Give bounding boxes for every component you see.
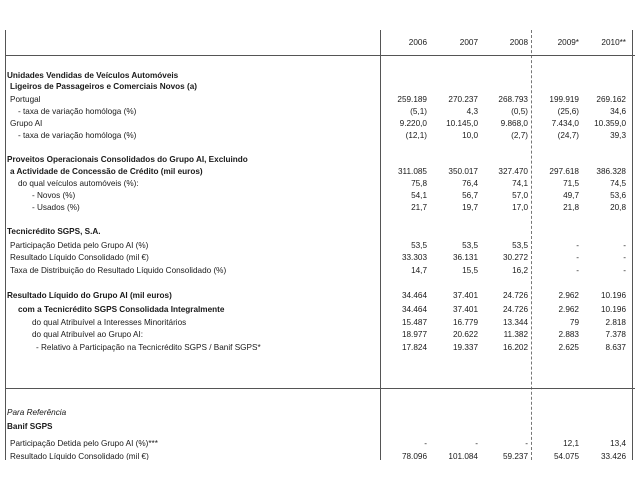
year-header: 2010**: [601, 38, 626, 47]
cell-value: 56,7: [462, 191, 478, 200]
row-label: Resultado Líquido do Grupo AI (mil euros): [7, 291, 172, 300]
table-row: [5, 81, 635, 93]
cell-value: 7.434,0: [551, 119, 579, 128]
table-row: [5, 190, 635, 202]
cell-value: 74,1: [512, 179, 528, 188]
cell-value: 14,7: [411, 266, 427, 275]
table-row: [5, 252, 635, 264]
cell-value: 49,7: [563, 191, 579, 200]
row-label: - Usados (%): [32, 203, 80, 212]
row-label: - Novos (%): [32, 191, 76, 200]
table-row: [5, 451, 635, 460]
cell-value: 74,5: [610, 179, 626, 188]
cell-value: 11.382: [503, 330, 528, 339]
cell-value: -: [525, 439, 528, 448]
cell-value: 2.962: [558, 305, 579, 314]
cell-value: -: [623, 253, 626, 262]
cell-value: 37.401: [452, 305, 478, 314]
table-row: [5, 342, 635, 354]
cell-value: 17,0: [512, 203, 528, 212]
row-label: Participação Detida pelo Grupo AI (%): [10, 241, 149, 250]
cell-value: 297.618: [549, 167, 579, 176]
cell-value: -: [576, 266, 579, 275]
cell-value: 79: [569, 318, 579, 327]
cell-value: 54.075: [553, 452, 579, 460]
cell-value: 327.470: [498, 167, 528, 176]
cell-value: 2.625: [558, 343, 579, 352]
table-row: [5, 178, 635, 190]
cell-value: 20,8: [610, 203, 626, 212]
cell-value: 2.883: [558, 330, 579, 339]
table-row: [5, 240, 635, 252]
row-label: Grupo AI: [10, 119, 43, 128]
table-row: [5, 226, 635, 238]
cell-value: 37.401: [452, 291, 478, 300]
header-row: [5, 37, 635, 49]
cell-value: 12,1: [563, 439, 579, 448]
cell-value: 259.189: [397, 95, 427, 104]
cell-value: (24,7): [557, 131, 579, 140]
table-row: [5, 94, 635, 106]
cell-value: 16,2: [512, 266, 528, 275]
row-label: do qual veículos automóveis (%):: [18, 179, 139, 188]
cell-value: 101.084: [448, 452, 478, 460]
row-label: com a Tecnicrédito SGPS Consolidada Integralmente: [18, 305, 225, 314]
row-label: Proveitos Operacionais Consolidados do Grupo AI, Excluindo: [7, 155, 248, 164]
cell-value: 34.464: [401, 291, 427, 300]
header-rule: [5, 55, 635, 56]
table-row: [5, 304, 635, 316]
cell-value: 33.426: [600, 452, 626, 460]
table-row: [5, 202, 635, 214]
cell-value: 15.487: [401, 318, 427, 327]
cell-value: 24.726: [502, 291, 528, 300]
cell-value: 386.328: [596, 167, 626, 176]
cell-value: (0,5): [511, 107, 528, 116]
row-label: Para Referência: [7, 408, 67, 417]
cell-value: 311.085: [398, 167, 427, 176]
cell-value: 270.237: [448, 95, 478, 104]
row-label: a Actividade de Concessão de Crédito (mil euros): [10, 167, 203, 176]
cell-value: 10.196: [600, 305, 626, 314]
cell-value: 10.196: [600, 291, 626, 300]
cell-value: 71,5: [563, 179, 579, 188]
cell-value: 13,4: [610, 439, 626, 448]
table-row: [5, 265, 635, 277]
cell-value: 53,6: [610, 191, 626, 200]
cell-value: 53,5: [462, 241, 478, 250]
row-label: Ligeiros de Passageiros e Comerciais Novos (a): [10, 82, 198, 91]
cell-value: 21,7: [411, 203, 427, 212]
cell-value: 10,0: [462, 131, 478, 140]
cell-value: (25,6): [557, 107, 579, 116]
row-label: Unidades Vendidas de Veículos Automóveis: [7, 71, 179, 80]
row-label: - Relativo à Participação na Tecnicrédito SGPS / Banif SGPS*: [36, 343, 261, 352]
row-label: Resultado Líquido Consolidado (mil €): [10, 253, 149, 262]
cell-value: 53,5: [512, 241, 528, 250]
cell-value: 269.162: [596, 95, 626, 104]
cell-value: 24.726: [502, 305, 528, 314]
cell-value: 9.868,0: [500, 119, 528, 128]
cell-value: -: [576, 253, 579, 262]
table-row: [5, 317, 635, 329]
financial-table: [5, 30, 635, 460]
cell-value: 19.337: [452, 343, 478, 352]
cell-value: 34.464: [401, 305, 427, 314]
cell-value: 7.378: [605, 330, 626, 339]
cell-value: -: [424, 439, 427, 448]
cell-value: 75,8: [411, 179, 427, 188]
cell-value: 15,5: [462, 266, 478, 275]
cell-value: 30.272: [502, 253, 528, 262]
cell-value: 199.919: [549, 95, 579, 104]
row-label: Resultado Líquido Consolidado (mil €): [10, 452, 149, 460]
row-label: Participação Detida pelo Grupo AI (%)***: [10, 439, 158, 448]
cell-value: (2,7): [511, 131, 528, 140]
table-row: [5, 407, 635, 419]
cell-value: 39,3: [610, 131, 626, 140]
cell-value: 268.793: [498, 95, 528, 104]
table-row: [5, 106, 635, 118]
year-header: 2009*: [557, 38, 579, 47]
cell-value: 36.131: [452, 253, 478, 262]
year-header: 2008: [509, 38, 528, 47]
table-row: [5, 421, 635, 433]
cell-value: 20.622: [452, 330, 478, 339]
row-label: Banif SGPS: [7, 422, 53, 431]
row-label: do qual Atribuível a Interesses Minoritários: [32, 318, 187, 327]
row-label: - taxa de variação homóloga (%): [18, 107, 137, 116]
year-header: 2006: [408, 38, 427, 47]
cell-value: 17.824: [401, 343, 427, 352]
year-header: 2007: [459, 38, 478, 47]
cell-value: 10.359,0: [594, 119, 626, 128]
cell-value: 19,7: [462, 203, 478, 212]
cell-value: 13.344: [502, 318, 528, 327]
cell-value: 9.220,0: [399, 119, 427, 128]
cell-value: 76,4: [462, 179, 478, 188]
table-row: [5, 154, 635, 166]
cell-value: 350.017: [448, 167, 478, 176]
row-label: Taxa de Distribuição do Resultado Líquido Consolidado (%): [10, 266, 227, 275]
table-row: [5, 329, 635, 341]
table-row: [5, 130, 635, 142]
row-label: Tecnicrédito SGPS, S.A.: [7, 227, 101, 236]
cell-value: -: [475, 439, 478, 448]
cell-value: 8.637: [605, 343, 626, 352]
cell-value: 16.202: [502, 343, 528, 352]
section-rule: [5, 388, 635, 389]
cell-value: 78.096: [401, 452, 427, 460]
cell-value: 59.237: [502, 452, 528, 460]
table-row: [5, 438, 635, 450]
cell-value: -: [623, 266, 626, 275]
cell-value: 34,6: [610, 107, 626, 116]
cell-value: 18.977: [401, 330, 427, 339]
cell-value: -: [623, 241, 626, 250]
cell-value: -: [576, 241, 579, 250]
cell-value: 4,3: [466, 107, 478, 116]
cell-value: 21,8: [563, 203, 579, 212]
cell-value: 2.818: [605, 318, 626, 327]
cell-value: 53,5: [411, 241, 427, 250]
table-row: [5, 166, 635, 178]
cell-value: 16.779: [452, 318, 478, 327]
cell-value: (5,1): [410, 107, 427, 116]
row-label: Portugal: [10, 95, 41, 104]
row-label: do qual Atribuível ao Grupo AI:: [32, 330, 144, 339]
table-row: [5, 290, 635, 302]
cell-value: (12,1): [405, 131, 427, 140]
cell-value: 2.962: [558, 291, 579, 300]
cell-value: 33.303: [401, 253, 427, 262]
table-row: [5, 118, 635, 130]
row-label: - taxa de variação homóloga (%): [18, 131, 137, 140]
cell-value: 57,0: [512, 191, 528, 200]
cell-value: 54,1: [411, 191, 427, 200]
cell-value: 10.145,0: [446, 119, 478, 128]
